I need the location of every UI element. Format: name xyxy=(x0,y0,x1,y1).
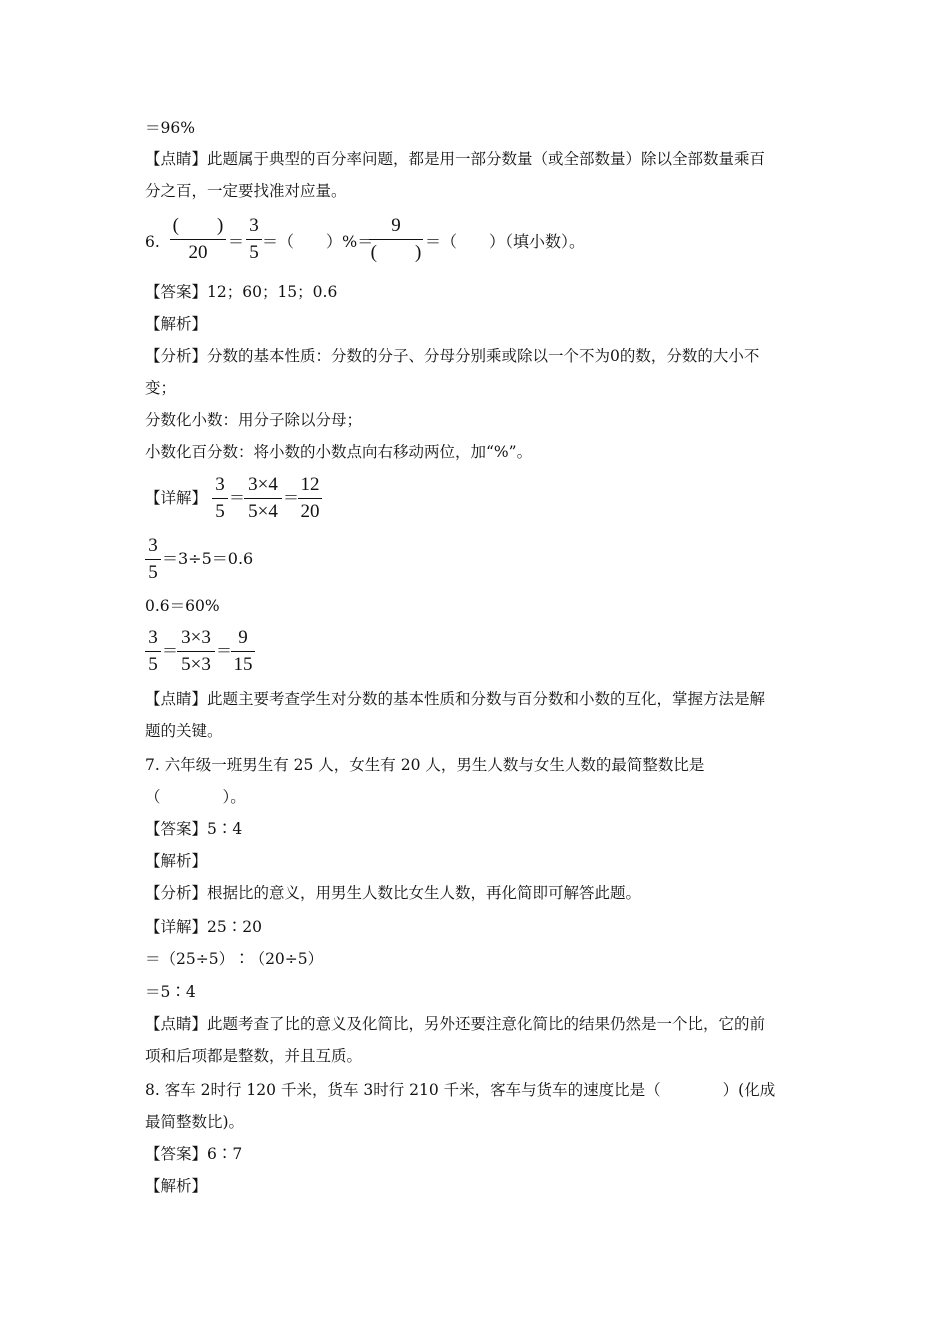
fraction-bar xyxy=(298,498,322,499)
text-line: ＝96% xyxy=(145,119,195,137)
equals-sign: ＝ xyxy=(216,641,233,660)
equals-sign: ＝ xyxy=(228,232,245,251)
fraction-bar xyxy=(231,651,255,652)
text-line: 分之百，一定要找准对应量。 xyxy=(145,182,347,200)
text-line: 0.6＝60% xyxy=(145,597,220,615)
text-line: 【详解】25∶20 xyxy=(145,918,262,936)
equals-sign: ＝ xyxy=(229,488,246,507)
text-line: 【分析】根据比的意义，用男生人数比女生人数，再化简即可解答此题。 xyxy=(145,884,642,902)
numerator: 12 xyxy=(300,474,320,495)
numerator: ( ) xyxy=(172,215,224,236)
numerator: 3 xyxy=(148,627,158,648)
numerator: 3 xyxy=(215,474,225,495)
fraction xyxy=(177,627,215,676)
section-label: 【解析】 xyxy=(145,1177,208,1195)
denominator: 5 xyxy=(249,242,259,263)
fraction-bar xyxy=(246,239,262,240)
fraction xyxy=(170,215,226,264)
numerator: 3×4 xyxy=(248,474,278,495)
fraction-bar xyxy=(244,498,282,499)
denominator: 5 xyxy=(148,654,158,675)
section-label: 【解析】 xyxy=(145,852,208,870)
denominator: 15 xyxy=(233,654,253,675)
numerator: 9 xyxy=(238,627,248,648)
text-line: 【分析】分数的基本性质：分数的分子、分母分别乘或除以一个不为0的数，分数的大小不 xyxy=(145,347,760,365)
numerator: 9 xyxy=(391,215,401,236)
fraction-bar xyxy=(177,651,215,652)
text-line: ＝5∶4 xyxy=(145,983,196,1001)
equals-sign: ＝ xyxy=(283,488,300,507)
text-line: 【点睛】此题考查了比的意义及化简比，另外还要注意化简比的结果仍然是一个比，它的前 xyxy=(145,1015,766,1033)
denominator: 5 xyxy=(148,562,158,583)
fraction-bar xyxy=(145,651,161,652)
fraction xyxy=(231,627,255,676)
fraction xyxy=(145,535,161,584)
question-text: （ ）。 xyxy=(145,788,246,806)
fraction-bar xyxy=(212,498,228,499)
fraction xyxy=(244,474,282,523)
numerator: 3×3 xyxy=(181,627,211,648)
answer-line: 【答案】12；60；15；0.6 xyxy=(145,283,338,301)
denominator: 5×4 xyxy=(248,501,278,522)
numerator: 3 xyxy=(148,535,158,556)
text-line: ＝3÷5＝0.6 xyxy=(162,549,254,568)
denominator: 20 xyxy=(188,242,208,263)
fraction-bar xyxy=(369,239,423,240)
text-line: 项和后项都是整数，并且互质。 xyxy=(145,1047,363,1065)
denominator: 20 xyxy=(300,501,320,522)
fraction xyxy=(145,627,161,676)
text-line: 题的关键。 xyxy=(145,722,223,740)
denominator: ( ) xyxy=(370,242,422,263)
question-text: 最简整数比)。 xyxy=(145,1113,245,1131)
fraction xyxy=(298,474,322,523)
section-label: 【详解】 xyxy=(145,489,208,507)
answer-line: 【答案】6∶7 xyxy=(145,1145,243,1163)
blank-expression: ＝（ ）%＝ xyxy=(262,232,374,251)
fraction xyxy=(212,474,228,523)
text-line: 小数化百分数：将小数的小数点向右移动两位，加“%”。 xyxy=(145,443,533,461)
fraction xyxy=(369,215,423,264)
numerator: 3 xyxy=(249,215,259,236)
text-line: 分数化小数：用分子除以分母； xyxy=(145,411,363,429)
question-text: 8. 客车 2时行 120 千米，货车 3时行 210 千米，客车与货车的速度比是（ ）(化成 xyxy=(145,1081,776,1099)
text-line: 变； xyxy=(145,379,177,397)
question-number: 6. xyxy=(145,233,160,251)
fraction xyxy=(246,215,262,264)
denominator: 5×3 xyxy=(181,654,211,675)
text-line: 【点睛】此题主要考查学生对分数的基本性质和分数与百分数和小数的互化，掌握方法是解 xyxy=(145,690,766,708)
question-text: 7. 六年级一班男生有 25 人，女生有 20 人，男生人数与女生人数的最简整数比是 xyxy=(145,756,705,774)
equals-sign: ＝ xyxy=(162,641,179,660)
fraction-bar xyxy=(170,239,226,240)
text-line: ＝（25÷5）∶（20÷5） xyxy=(145,950,324,968)
answer-line: 【答案】5∶4 xyxy=(145,820,243,838)
section-label: 【解析】 xyxy=(145,315,208,333)
denominator: 5 xyxy=(215,501,225,522)
fraction-bar xyxy=(145,559,161,560)
text-line: 【点睛】此题属于典型的百分率问题，都是用一部分数量（或全部数量）除以全部数量乘百 xyxy=(145,150,766,168)
blank-expression: ＝（ ）（填小数）。 xyxy=(425,232,586,251)
